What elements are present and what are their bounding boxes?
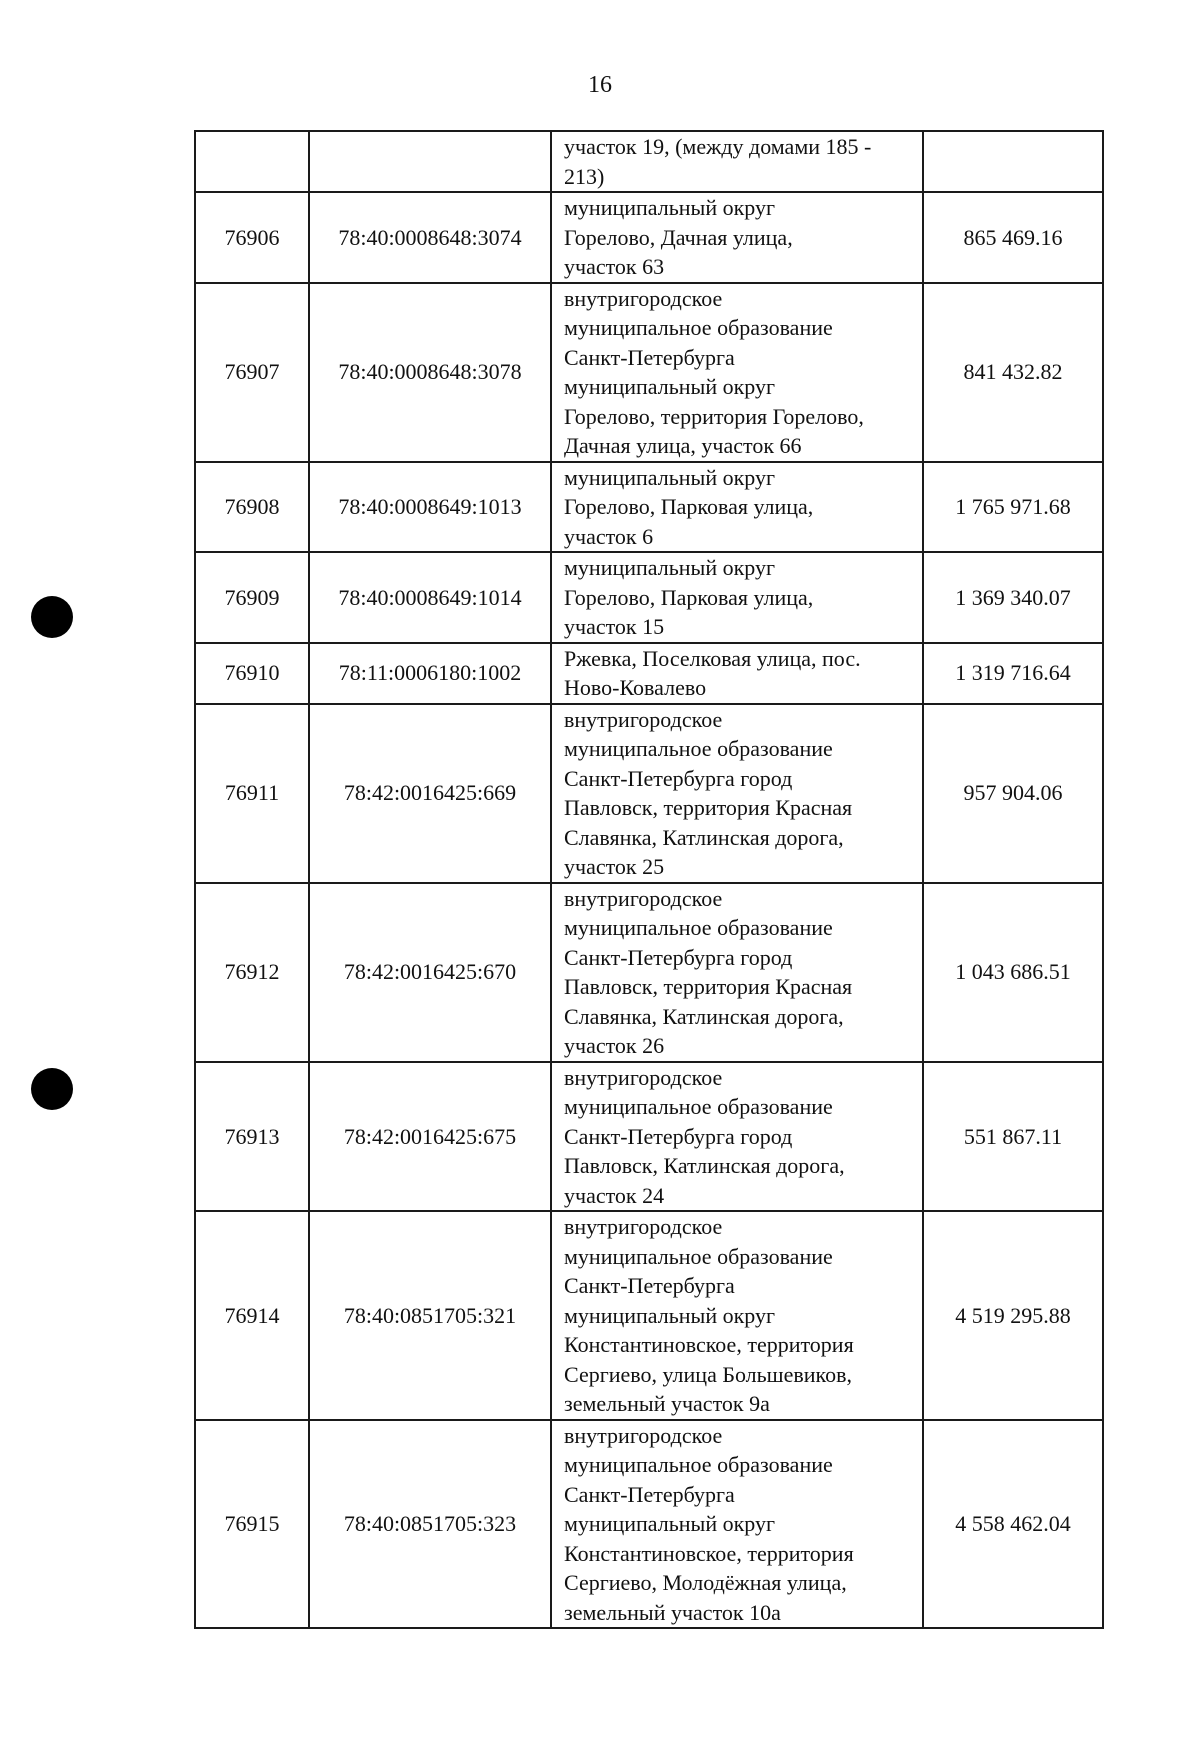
row-number-cell: 76907 bbox=[195, 283, 309, 462]
table-row bbox=[195, 131, 1103, 192]
page-number: 16 bbox=[588, 72, 612, 98]
table-row bbox=[195, 462, 1103, 553]
address-cell: внутригородское муниципальное образование Санкт-Петербурга муниципальный округ Горелово, территория Горелово, Дачная улица, участок 66 bbox=[551, 283, 923, 462]
table-row bbox=[195, 883, 1103, 1062]
table-row bbox=[195, 643, 1103, 704]
cadastral-number-cell: 78:11:0006180:1002 bbox=[309, 643, 551, 704]
punch-hole-mark bbox=[31, 1068, 73, 1110]
land-plots-table bbox=[194, 130, 1104, 1629]
value-cell: 841 432.82 bbox=[923, 283, 1103, 462]
address-cell: внутригородское муниципальное образование Санкт-Петербурга город Павловск, территория Красная Славянка, Катлинская дорога, участок 26 bbox=[551, 883, 923, 1062]
row-number-cell: 76915 bbox=[195, 1420, 309, 1629]
value-cell: 4 558 462.04 bbox=[923, 1420, 1103, 1629]
cadastral-number-cell: 78:40:0851705:323 bbox=[309, 1420, 551, 1629]
cadastral-number-cell: 78:42:0016425:669 bbox=[309, 704, 551, 883]
row-number-cell bbox=[195, 131, 309, 192]
address-cell: Ржевка, Поселковая улица, пос. Ново-Ковалево bbox=[551, 643, 923, 704]
value-cell: 957 904.06 bbox=[923, 704, 1103, 883]
value-cell: 865 469.16 bbox=[923, 192, 1103, 283]
address-cell: внутригородское муниципальное образование Санкт-Петербурга муниципальный округ Константиновское, территория Сергиево, Молодёжная улица, земельный участок 10а bbox=[551, 1420, 923, 1629]
value-cell: 1 043 686.51 bbox=[923, 883, 1103, 1062]
address-cell: внутригородское муниципальное образование Санкт-Петербурга город Павловск, Катлинская дорога, участок 24 bbox=[551, 1062, 923, 1212]
table-row bbox=[195, 1420, 1103, 1629]
row-number-cell: 76909 bbox=[195, 552, 309, 643]
row-number-cell: 76911 bbox=[195, 704, 309, 883]
row-number-cell: 76912 bbox=[195, 883, 309, 1062]
table-row bbox=[195, 704, 1103, 883]
row-number-cell: 76908 bbox=[195, 462, 309, 553]
table-row bbox=[195, 1062, 1103, 1212]
row-number-cell: 76910 bbox=[195, 643, 309, 704]
cadastral-number-cell: 78:40:0008648:3078 bbox=[309, 283, 551, 462]
row-number-cell: 76913 bbox=[195, 1062, 309, 1212]
cadastral-number-cell: 78:40:0008649:1013 bbox=[309, 462, 551, 553]
address-cell: муниципальный округ Горелово, Дачная улица, участок 63 bbox=[551, 192, 923, 283]
table-row bbox=[195, 1211, 1103, 1420]
cadastral-number-cell: 78:40:0851705:321 bbox=[309, 1211, 551, 1420]
row-number-cell: 76914 bbox=[195, 1211, 309, 1420]
address-cell: муниципальный округ Горелово, Парковая улица, участок 15 bbox=[551, 552, 923, 643]
cadastral-number-cell: 78:42:0016425:675 bbox=[309, 1062, 551, 1212]
address-cell: внутригородское муниципальное образование Санкт-Петербурга муниципальный округ Константиновское, территория Сергиево, улица Большевиков, земельный участок 9а bbox=[551, 1211, 923, 1420]
value-cell bbox=[923, 131, 1103, 192]
table-row bbox=[195, 283, 1103, 462]
address-cell: внутригородское муниципальное образование Санкт-Петербурга город Павловск, территория Красная Славянка, Катлинская дорога, участок 25 bbox=[551, 704, 923, 883]
table-row bbox=[195, 552, 1103, 643]
cadastral-number-cell bbox=[309, 131, 551, 192]
value-cell: 4 519 295.88 bbox=[923, 1211, 1103, 1420]
address-cell: участок 19, (между домами 185 - 213) bbox=[551, 131, 923, 192]
value-cell: 1 369 340.07 bbox=[923, 552, 1103, 643]
value-cell: 551 867.11 bbox=[923, 1062, 1103, 1212]
row-number-cell: 76906 bbox=[195, 192, 309, 283]
value-cell: 1 765 971.68 bbox=[923, 462, 1103, 553]
punch-hole-mark bbox=[31, 596, 73, 638]
cadastral-number-cell: 78:40:0008649:1014 bbox=[309, 552, 551, 643]
address-cell: муниципальный округ Горелово, Парковая улица, участок 6 bbox=[551, 462, 923, 553]
cadastral-number-cell: 78:42:0016425:670 bbox=[309, 883, 551, 1062]
value-cell: 1 319 716.64 bbox=[923, 643, 1103, 704]
table-row bbox=[195, 192, 1103, 283]
cadastral-number-cell: 78:40:0008648:3074 bbox=[309, 192, 551, 283]
